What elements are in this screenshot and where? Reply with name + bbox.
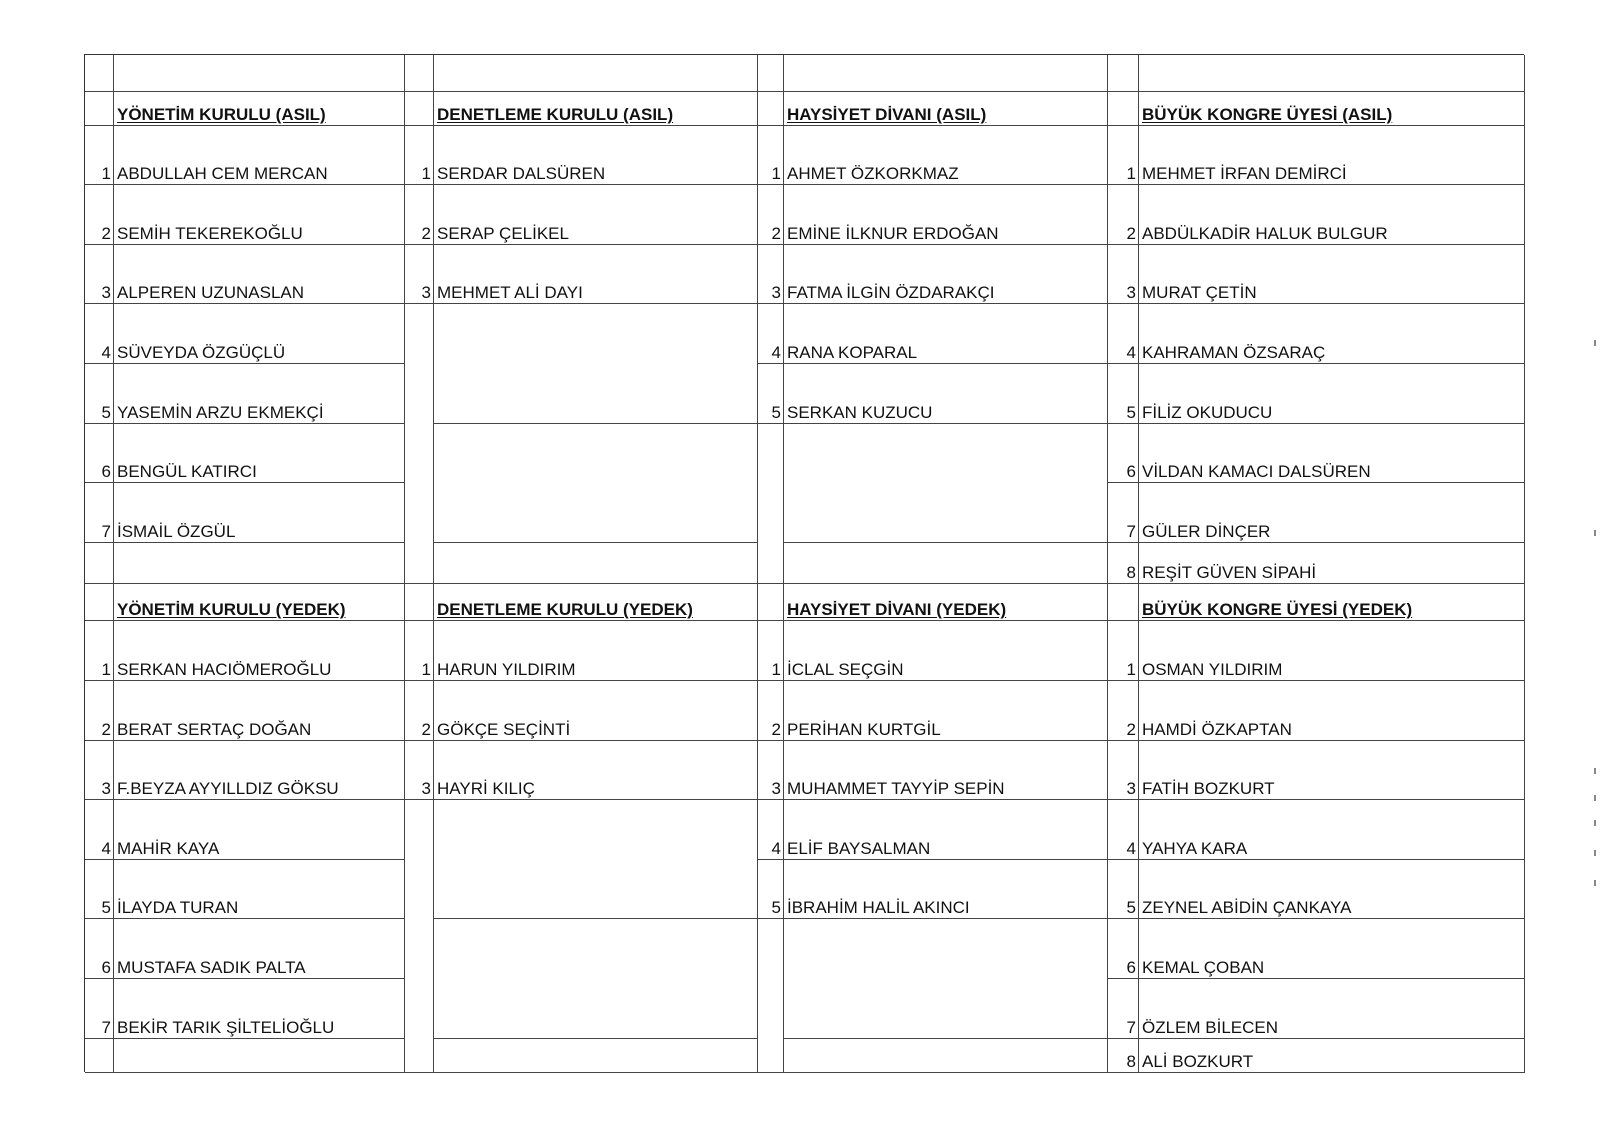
member-name: MEHMET İRFAN DEMİRCİ — [1139, 126, 1525, 185]
member-index: 8 — [1108, 1039, 1139, 1073]
member-index: 2 — [1108, 185, 1139, 245]
member-index: 3 — [758, 245, 784, 304]
member-name: SERDAR DALSÜREN — [434, 126, 758, 185]
header-index-cell — [758, 92, 784, 126]
member-name: KEMAL ÇOBAN — [1139, 919, 1525, 979]
member-index: 6 — [1108, 424, 1139, 483]
member-name: GÜLER DİNÇER — [1139, 483, 1525, 543]
member-index: 3 — [1108, 741, 1139, 800]
member-index: 4 — [85, 800, 114, 860]
section-header-kongre-yedek — [1139, 584, 1525, 621]
blank-index-cell — [85, 55, 114, 92]
member-name: FATMA İLGİN ÖZDARAKÇI — [784, 245, 1108, 304]
member-index: 2 — [405, 681, 434, 741]
election-results-table — [84, 54, 1524, 1072]
scan-mark — [1594, 340, 1596, 346]
empty-name-cell — [114, 1039, 405, 1073]
member-index: 2 — [1108, 681, 1139, 741]
member-index: 3 — [85, 741, 114, 800]
section-title: DENETLEME KURULU (ASIL) — [437, 105, 674, 124]
section-header-haysiyet-asil — [784, 92, 1108, 126]
empty-name-cell — [434, 304, 758, 424]
member-name: ABDÜLKADİR HALUK BULGUR — [1139, 185, 1525, 245]
member-name: OSMAN YILDIRIM — [1139, 621, 1525, 681]
member-name: İBRAHİM HALİL AKINCI — [784, 860, 1108, 919]
member-name: HAYRİ KILIÇ — [434, 741, 758, 800]
header-index-cell — [1108, 584, 1139, 621]
empty-name-cell — [434, 424, 758, 543]
member-name: ALİ BOZKURT — [1139, 1039, 1525, 1073]
scan-mark — [1594, 820, 1596, 826]
empty-name-cell — [784, 1039, 1108, 1073]
member-name: REŞİT GÜVEN SİPAHİ — [1139, 543, 1525, 584]
member-name: PERİHAN KURTGİL — [784, 681, 1108, 741]
member-name: HARUN YILDIRIM — [434, 621, 758, 681]
member-index: 2 — [758, 185, 784, 245]
blank-name-cell — [434, 55, 758, 92]
member-index: 1 — [85, 126, 114, 185]
member-index: 3 — [1108, 245, 1139, 304]
member-index: 5 — [758, 860, 784, 919]
member-index: 6 — [1108, 919, 1139, 979]
member-index: 6 — [85, 424, 114, 483]
section-title: BÜYÜK KONGRE ÜYESİ (ASIL) — [1142, 105, 1393, 124]
member-index: 4 — [1108, 304, 1139, 364]
member-name: İLAYDA TURAN — [114, 860, 405, 919]
member-index: 2 — [758, 681, 784, 741]
member-name: RANA KOPARAL — [784, 304, 1108, 364]
blank-name-cell — [784, 55, 1108, 92]
member-name: ELİF BAYSALMAN — [784, 800, 1108, 860]
header-index-cell — [1108, 92, 1139, 126]
header-index-cell — [758, 584, 784, 621]
member-name: VİLDAN KAMACI DALSÜREN — [1139, 424, 1525, 483]
member-index: 7 — [1108, 483, 1139, 543]
section-header-yonetim-yedek — [114, 584, 405, 621]
member-name: ALPEREN UZUNASLAN — [114, 245, 405, 304]
member-name: SERKAN HACIÖMEROĞLU — [114, 621, 405, 681]
empty-index-cell — [405, 304, 434, 584]
member-index: 3 — [405, 741, 434, 800]
member-index: 7 — [85, 483, 114, 543]
member-name: FİLİZ OKUDUCU — [1139, 364, 1525, 424]
header-index-cell — [85, 92, 114, 126]
empty-index-cell — [85, 543, 114, 584]
member-index: 5 — [85, 364, 114, 424]
member-index: 4 — [758, 800, 784, 860]
blank-index-cell — [405, 55, 434, 92]
member-name: BENGÜL KATIRCI — [114, 424, 405, 483]
empty-name-cell — [434, 1039, 758, 1073]
member-name: BEKİR TARIK ŞİLTELİOĞLU — [114, 979, 405, 1039]
scan-mark — [1594, 850, 1596, 856]
blank-index-cell — [758, 55, 784, 92]
scan-mark — [1594, 768, 1596, 774]
member-index: 6 — [85, 919, 114, 979]
member-index: 1 — [405, 621, 434, 681]
member-name: YASEMİN ARZU EKMEKÇİ — [114, 364, 405, 424]
member-index: 2 — [85, 185, 114, 245]
empty-index-cell — [758, 424, 784, 584]
section-title: HAYSİYET DİVANI (YEDEK) — [787, 600, 1007, 619]
section-title: YÖNETİM KURULU (YEDEK) — [117, 600, 346, 619]
member-name: ABDULLAH CEM MERCAN — [114, 126, 405, 185]
empty-name-cell — [434, 800, 758, 919]
scan-mark — [1594, 795, 1596, 801]
member-index: 7 — [85, 979, 114, 1039]
member-index: 4 — [1108, 800, 1139, 860]
blank-index-cell — [1108, 55, 1139, 92]
member-index: 1 — [85, 621, 114, 681]
member-name: AHMET ÖZKORKMAZ — [784, 126, 1108, 185]
empty-index-cell — [758, 919, 784, 1073]
section-title: YÖNETİM KURULU (ASIL) — [117, 105, 326, 124]
header-index-cell — [405, 92, 434, 126]
member-name: ZEYNEL ABİDİN ÇANKAYA — [1139, 860, 1525, 919]
member-index: 1 — [1108, 621, 1139, 681]
member-name: MEHMET ALİ DAYI — [434, 245, 758, 304]
member-index: 3 — [405, 245, 434, 304]
member-name: İSMAİL ÖZGÜL — [114, 483, 405, 543]
empty-name-cell — [784, 543, 1108, 584]
member-name: İCLAL SEÇGİN — [784, 621, 1108, 681]
member-name: GÖKÇE SEÇİNTİ — [434, 681, 758, 741]
section-header-denetleme-asil — [434, 92, 758, 126]
member-name: EMİNE İLKNUR ERDOĞAN — [784, 185, 1108, 245]
member-index: 3 — [758, 741, 784, 800]
section-header-yonetim-asil — [114, 92, 405, 126]
member-name: SERKAN KUZUCU — [784, 364, 1108, 424]
blank-name-cell — [1139, 55, 1525, 92]
member-name: FATİH BOZKURT — [1139, 741, 1525, 800]
member-name: SÜVEYDA ÖZGÜÇLÜ — [114, 304, 405, 364]
member-name: ÖZLEM BİLECEN — [1139, 979, 1525, 1039]
member-name: SEMİH TEKEREKOĞLU — [114, 185, 405, 245]
member-index: 4 — [758, 304, 784, 364]
member-index: 5 — [1108, 364, 1139, 424]
member-index: 8 — [1108, 543, 1139, 584]
member-index: 2 — [85, 681, 114, 741]
empty-name-cell — [434, 919, 758, 1039]
header-index-cell — [405, 584, 434, 621]
blank-name-cell — [114, 55, 405, 92]
empty-name-cell — [114, 543, 405, 584]
empty-name-cell — [784, 424, 1108, 543]
section-header-denetleme-yedek — [434, 584, 758, 621]
member-index: 7 — [1108, 979, 1139, 1039]
empty-name-cell — [784, 919, 1108, 1039]
member-name: F.BEYZA AYYILLDIZ GÖKSU — [114, 741, 405, 800]
member-index: 1 — [1108, 126, 1139, 185]
member-name: YAHYA KARA — [1139, 800, 1525, 860]
member-name: KAHRAMAN ÖZSARAÇ — [1139, 304, 1525, 364]
member-name: MUSTAFA SADIK PALTA — [114, 919, 405, 979]
member-index: 1 — [758, 126, 784, 185]
header-index-cell — [85, 584, 114, 621]
section-header-haysiyet-yedek — [784, 584, 1108, 621]
scan-mark — [1594, 880, 1596, 886]
member-name: MAHİR KAYA — [114, 800, 405, 860]
section-title: DENETLEME KURULU (YEDEK) — [437, 600, 693, 619]
section-title: BÜYÜK KONGRE ÜYESİ (YEDEK) — [1142, 600, 1413, 619]
member-index: 1 — [758, 621, 784, 681]
member-index: 5 — [758, 364, 784, 424]
member-index: 5 — [1108, 860, 1139, 919]
member-name: HAMDİ ÖZKAPTAN — [1139, 681, 1525, 741]
member-index: 1 — [405, 126, 434, 185]
member-index: 5 — [85, 860, 114, 919]
empty-name-cell — [434, 543, 758, 584]
member-name: BERAT SERTAÇ DOĞAN — [114, 681, 405, 741]
member-name: MURAT ÇETİN — [1139, 245, 1525, 304]
member-index: 3 — [85, 245, 114, 304]
member-index: 2 — [405, 185, 434, 245]
empty-index-cell — [85, 1039, 114, 1073]
scan-mark — [1594, 530, 1596, 536]
section-title: HAYSİYET DİVANI (ASIL) — [787, 105, 987, 124]
member-name: MUHAMMET TAYYİP SEPİN — [784, 741, 1108, 800]
member-index: 4 — [85, 304, 114, 364]
empty-index-cell — [405, 800, 434, 1073]
section-header-kongre-asil — [1139, 92, 1525, 126]
member-name: SERAP ÇELİKEL — [434, 185, 758, 245]
